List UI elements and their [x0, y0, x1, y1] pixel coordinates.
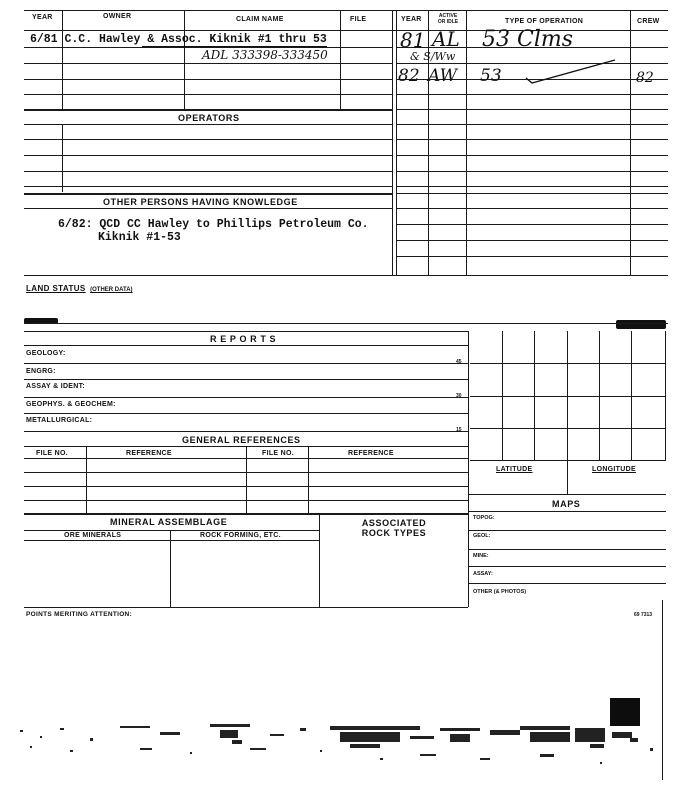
year-col-line [62, 10, 63, 110]
activity-active-3: AW [428, 66, 458, 86]
activity-row-line-6 [396, 124, 668, 125]
operators-line-1 [24, 124, 392, 125]
rock-forming-label: ROCK FORMING, ETC. [200, 532, 281, 539]
owner-row-line-3 [24, 79, 392, 80]
claim-col-line [340, 10, 341, 110]
operation-col-line [630, 10, 631, 275]
longitude-label: LONGITUDE [592, 466, 636, 473]
land-status-label: LAND STATUS [26, 284, 86, 293]
maps-top-line [468, 494, 666, 495]
activity-row-line-14 [396, 240, 668, 241]
activity-row-line-13 [396, 224, 668, 225]
operators-col-line [62, 124, 63, 192]
activity-year-3: 82 [398, 66, 420, 86]
land-status-sub: (OTHER DATA) [90, 287, 133, 293]
ref-col-line-2 [246, 446, 247, 514]
report-assay: ASSAY & IDENT: [26, 383, 86, 390]
mineral-assemblage-heading: MINERAL ASSEMBLAGE [110, 517, 228, 527]
reports-top-border-2 [24, 331, 468, 332]
main-divider-a [392, 10, 393, 275]
col-year-2: YEAR [401, 16, 422, 23]
reports-line-4 [24, 413, 468, 414]
maps-topog: TOPOG: [473, 515, 495, 521]
active-col-line [466, 10, 467, 275]
activity-row-line-5 [396, 109, 668, 110]
owner-section-bottom [24, 109, 392, 111]
references-bottom [24, 513, 468, 515]
report-geophys: GEOPHYS. & GEOCHEM: [26, 401, 116, 408]
check-mark-icon [520, 56, 620, 86]
other-persons-line-1: 6/82: QCD CC Hawley to Phillips Petroleum Co. [58, 218, 369, 231]
ref-file-no-1: FILE NO. [36, 450, 68, 457]
operators-bottom [24, 193, 392, 195]
operators-heading: OPERATORS [178, 113, 240, 123]
maps-line-1 [468, 530, 666, 531]
maps-heading: MAPS [552, 499, 581, 509]
activity-year-1: 81 [400, 28, 426, 52]
punch-bar-right [616, 320, 666, 329]
operators-line-2 [24, 139, 392, 140]
top-section-bottom-border [24, 275, 668, 276]
reports-heading-underline [24, 345, 468, 346]
maps-mine: MINE: [473, 553, 489, 559]
col-year: YEAR [32, 14, 53, 21]
other-persons-underline [24, 208, 392, 209]
report-metallurgical: METALLURGICAL: [26, 417, 93, 424]
owner-row-line-2 [24, 63, 392, 64]
activity-row-line-10 [396, 186, 668, 187]
activity-row-line-15 [396, 256, 668, 257]
ore-minerals-label: ORE MINERALS [64, 532, 122, 539]
ref-reference-1: REFERENCE [126, 450, 172, 457]
col-active-idle: ACTIVE OR IDLE [437, 13, 459, 25]
ref-reference-2: REFERENCE [348, 450, 394, 457]
reports-line-1 [24, 363, 468, 364]
maps-geol: GEOL: [473, 533, 491, 539]
report-geology: GEOLOGY: [26, 350, 66, 357]
mineral-bottom-line [24, 607, 468, 608]
main-divider-b [396, 10, 397, 275]
activity-active-1: AL [432, 27, 460, 51]
owner-row-line-4 [24, 94, 392, 95]
report-num-45: 45 [456, 359, 462, 365]
report-engrg: ENGRG: [26, 368, 56, 375]
references-line-3 [24, 500, 468, 501]
activity-row-line-8 [396, 155, 668, 156]
activity-operation-3: 53 [480, 66, 502, 86]
owner-col-line [184, 10, 185, 110]
col-file: FILE [350, 16, 367, 23]
mineral-col-line [170, 530, 171, 607]
land-status-heading [26, 278, 133, 296]
references-line-2 [24, 486, 468, 487]
other-persons-heading: OTHER PERSONS HAVING KNOWLEDGE [103, 197, 298, 207]
form-number: 69 7313 [634, 612, 653, 618]
location-grid [470, 331, 666, 461]
other-persons-line-2: Kiknik #1-53 [98, 231, 181, 244]
activity-crew-3: 82 [636, 70, 654, 86]
top-border [24, 10, 668, 11]
maps-line-2 [468, 549, 666, 550]
col-claim-name: CLAIM NAME [236, 16, 284, 23]
maps-assay: ASSAY: [473, 571, 493, 577]
reports-line-5 [24, 431, 468, 432]
col-type-of-operation: TYPE OF OPERATION [505, 18, 584, 25]
lat-long-divider [567, 461, 568, 495]
reports-line-3 [24, 397, 468, 398]
activity-row-line-4 [396, 94, 668, 95]
ref-col-line-3 [308, 446, 309, 514]
maps-line-3 [468, 566, 666, 567]
report-num-15: 15 [456, 427, 462, 433]
points-meriting-attention: POINTS MERITING ATTENTION: [26, 611, 133, 618]
operators-line-3 [24, 155, 392, 156]
general-references-heading: GENERAL REFERENCES [182, 435, 301, 445]
associated-rock-types: ASSOCIATED ROCK TYPES [361, 518, 427, 538]
reports-top-border [24, 323, 668, 324]
scan-noise [0, 718, 678, 778]
activity-row-line-7 [396, 139, 668, 140]
col-owner: OWNER [103, 13, 132, 20]
mineral-right-line [319, 514, 320, 607]
activity-row-line-9 [396, 171, 668, 172]
activity-active-2: & S/Ww [410, 50, 456, 63]
maps-line-4 [468, 583, 666, 584]
maps-other: OTHER (& PHOTOS) [473, 589, 527, 595]
activity-row-line-11 [396, 193, 668, 194]
ref-file-no-2: FILE NO. [262, 450, 294, 457]
maps-heading-underline [468, 511, 666, 512]
owner-underline [142, 46, 327, 47]
mineral-col-header-line [24, 540, 319, 541]
operators-line-5 [24, 186, 392, 187]
activity-operation-1: 53 Clms [482, 27, 574, 52]
owner-adl-handwritten: ADL 333398-333450 [202, 48, 328, 62]
latitude-label: LATITUDE [496, 466, 533, 473]
mineral-heading-underline [24, 530, 319, 531]
references-line-1 [24, 472, 468, 473]
ref-col-line-1 [86, 446, 87, 514]
reports-heading: R E P O R T S [210, 334, 277, 344]
owner-entry-typed: 6/81 C.C. Hawley & Assoc. Kiknik #1 thru 53 [30, 33, 327, 46]
report-num-30: 30 [456, 393, 462, 399]
reports-line-2 [24, 379, 468, 380]
operators-line-4 [24, 171, 392, 172]
col-crew: CREW [637, 18, 660, 25]
activity-row-line-12 [396, 208, 668, 209]
